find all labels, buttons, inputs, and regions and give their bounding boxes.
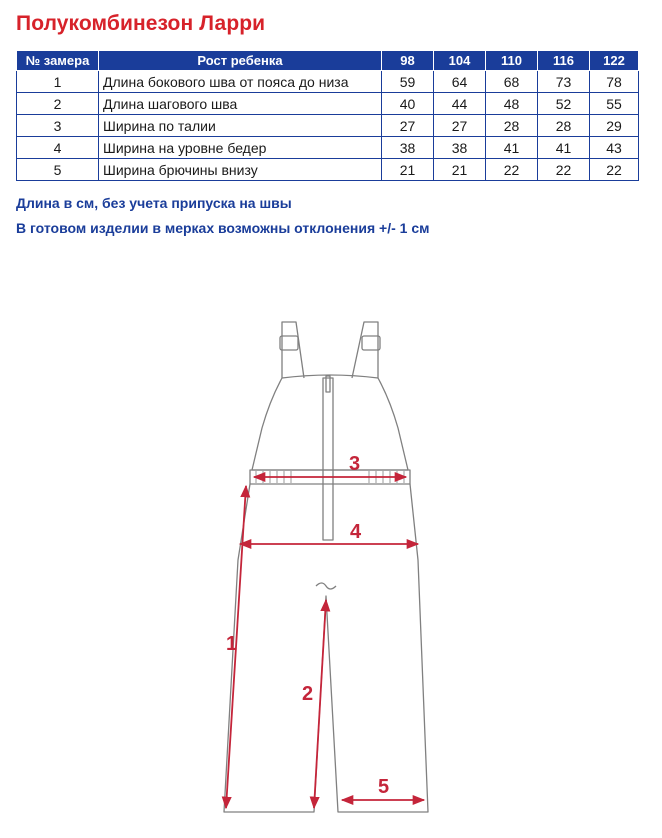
row-value: 22 bbox=[486, 159, 538, 181]
header-size-122: 122 bbox=[590, 51, 639, 71]
table-row bbox=[17, 137, 639, 159]
table-header-row bbox=[17, 51, 639, 71]
header-size-110: 110 bbox=[486, 51, 538, 71]
row-parameter: Длина шагового шва bbox=[99, 93, 382, 115]
row-value: 78 bbox=[590, 71, 639, 93]
row-value: 27 bbox=[434, 115, 486, 137]
overalls-diagram bbox=[0, 300, 662, 838]
table-row bbox=[17, 115, 639, 137]
row-value: 59 bbox=[382, 71, 434, 93]
header-size-98: 98 bbox=[382, 51, 434, 71]
size-table bbox=[16, 50, 639, 181]
page-title: Полукомбинезон Ларри bbox=[16, 12, 266, 35]
row-value: 21 bbox=[382, 159, 434, 181]
table-row bbox=[17, 159, 639, 181]
row-number: 5 bbox=[17, 159, 99, 181]
zipper bbox=[323, 378, 333, 540]
label-measurement-1: 1 bbox=[226, 633, 238, 655]
row-value: 22 bbox=[590, 159, 639, 181]
label-measurement-3: 3 bbox=[349, 453, 361, 475]
measurement-arrows bbox=[226, 477, 424, 808]
row-value: 28 bbox=[486, 115, 538, 137]
row-value: 68 bbox=[486, 71, 538, 93]
row-value: 52 bbox=[538, 93, 590, 115]
header-measurement-number: № замера bbox=[17, 51, 99, 71]
row-value: 64 bbox=[434, 71, 486, 93]
label-measurement-5: 5 bbox=[378, 776, 390, 798]
header-size-116: 116 bbox=[538, 51, 590, 71]
label-measurement-4: 4 bbox=[350, 521, 362, 543]
row-parameter: Ширина на уровне бедер bbox=[99, 137, 382, 159]
bib-outline bbox=[252, 330, 408, 470]
row-parameter: Ширина брючины внизу bbox=[99, 159, 382, 181]
row-number: 2 bbox=[17, 93, 99, 115]
row-value: 29 bbox=[590, 115, 639, 137]
row-value: 41 bbox=[486, 137, 538, 159]
row-value: 43 bbox=[590, 137, 639, 159]
left-strap-buckle bbox=[280, 336, 298, 350]
note-tolerance: В готовом изделии в мерках возможны отклонения +/- 1 см bbox=[16, 220, 430, 236]
arrow-inseam-length bbox=[314, 600, 326, 808]
row-value: 21 bbox=[434, 159, 486, 181]
row-parameter: Ширина по талии bbox=[99, 115, 382, 137]
trousers-outline bbox=[224, 484, 428, 812]
row-number: 1 bbox=[17, 71, 99, 93]
row-value: 55 bbox=[590, 93, 639, 115]
row-value: 73 bbox=[538, 71, 590, 93]
header-child-height: Рост ребенка bbox=[99, 51, 382, 71]
crotch-mark bbox=[316, 583, 336, 589]
label-measurement-2: 2 bbox=[302, 683, 314, 705]
row-value: 48 bbox=[486, 93, 538, 115]
row-number: 4 bbox=[17, 137, 99, 159]
row-number: 3 bbox=[17, 115, 99, 137]
row-value: 41 bbox=[538, 137, 590, 159]
row-value: 40 bbox=[382, 93, 434, 115]
overalls-outline bbox=[224, 322, 428, 812]
right-strap-buckle bbox=[362, 336, 380, 350]
table-row bbox=[17, 93, 639, 115]
row-value: 28 bbox=[538, 115, 590, 137]
row-parameter: Длина бокового шва от пояса до низа bbox=[99, 71, 382, 93]
table-row bbox=[17, 71, 639, 93]
note-units: Длина в см, без учета припуска на швы bbox=[16, 195, 292, 211]
row-value: 22 bbox=[538, 159, 590, 181]
row-value: 38 bbox=[382, 137, 434, 159]
row-value: 38 bbox=[434, 137, 486, 159]
header-size-104: 104 bbox=[434, 51, 486, 71]
row-value: 44 bbox=[434, 93, 486, 115]
row-value: 27 bbox=[382, 115, 434, 137]
